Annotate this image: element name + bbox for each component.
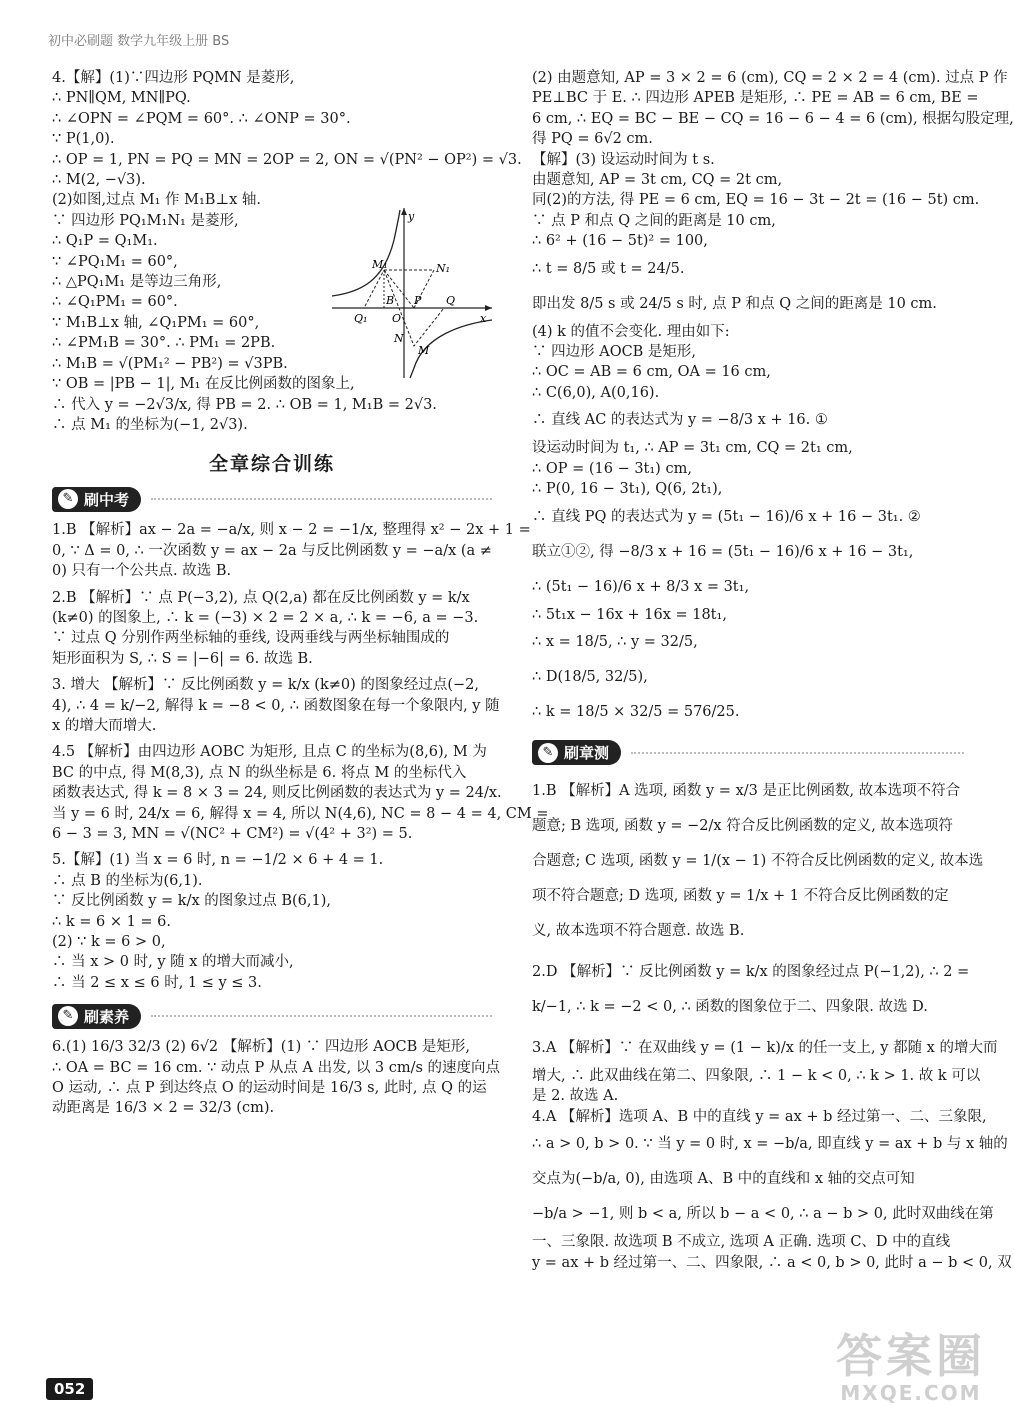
text-line: ∴ 直线 PQ 的表达式为 y = (5t₁ − 16)/6 x + 16 − 3t₁. ② bbox=[532, 508, 921, 525]
text-line: ∴ OP = (16 − 3t₁) cm, bbox=[532, 460, 692, 477]
text-line: 6 cm, ∴ EQ = BC − BE − CQ = 16 − 6 − 4 = 6 (cm), 根据勾股定理, bbox=[532, 110, 1014, 127]
text-line: ∴ (5t₁ − 16)/6 x + 8/3 x = 3t₁, bbox=[532, 578, 750, 595]
label-b: B bbox=[386, 294, 395, 307]
text-line: 4), ∴ 4 = k/−2, 解得 k = −8 < 0, ∴ 函数图象在每一个象限内, y 随 bbox=[52, 697, 500, 714]
banner-label: 刷中考 bbox=[84, 490, 130, 509]
text-line: (2) ∵ k = 6 > 0, bbox=[52, 934, 166, 951]
text-line: ∵ 点 P 和点 Q 之间的距离是 10 cm, bbox=[532, 212, 776, 229]
rhombus-rotated bbox=[364, 270, 434, 308]
text-line: 义, 故本选项不符合题意. 故选 B. bbox=[532, 922, 745, 939]
pen-icon: ✎ bbox=[58, 1006, 78, 1026]
zhongkao-block bbox=[52, 520, 549, 993]
text-line: ∴ OC = AB = 6 cm, OA = 16 cm, bbox=[532, 364, 771, 381]
text-line: ∵ 过点 Q 分别作两坐标轴的垂线, 设两垂线与两坐标轴围成的 bbox=[52, 630, 450, 647]
text-line: 交点为(−b/a, 0), 由选项 A、B 中的直线和 x 轴的交点可知 bbox=[532, 1171, 915, 1188]
text-line: (2) 由题意知, AP = 3 × 2 = 6 (cm), CQ = 2 × 2 = 4 (cm). 过点 P 作 bbox=[532, 70, 1008, 86]
text-line: y = ax + b 经过第一、二、四象限, ∴ a < 0, b > 0, 此时 a − b < 0, 双 bbox=[532, 1254, 1012, 1271]
label-m: M bbox=[418, 344, 430, 357]
text-line: 1.B 【解析】A 选项, 函数 y = x/3 是正比例函数, 故本选项不符合 bbox=[532, 782, 961, 799]
text-line: 1.B 【解析】ax − 2a = −a/x, 则 x − 2 = −1/x, 整理得 x² − 2x + 1 = bbox=[52, 522, 531, 539]
left-column bbox=[52, 68, 549, 1119]
label-n: N bbox=[394, 332, 404, 345]
text-line: 项不符合题意; D 选项, 函数 y = 1/x + 1 不符合反比例函数的定 bbox=[532, 887, 949, 904]
text-line: ∴ 当 2 ≤ x ≤ 6 时, 1 ≤ y ≤ 3. bbox=[52, 974, 262, 991]
label-m1: M₁ bbox=[372, 258, 388, 271]
banner-pill bbox=[52, 487, 141, 512]
text-line: PE⊥BC 于 E. ∴ 四边形 APEB 是矩形, ∴ PE = AB = 6 cm, BE = bbox=[532, 90, 979, 107]
text-line: ∵ 四边形 PQ₁M₁N₁ 是菱形, bbox=[52, 212, 239, 229]
label-p: P bbox=[414, 294, 422, 307]
text-line: BC 的中点, 得 M(8,3), 点 N 的纵坐标是 6. 将点 M 的坐标代入 bbox=[52, 764, 467, 781]
text-line: 即出发 8/5 s 或 24/5 s 时, 点 P 和点 Q 之间的距离是 10 cm. bbox=[532, 295, 937, 312]
text-line: 6.(1) 16/3 32/3 (2) 6√2 【解析】(1) ∵ 四边形 AOCB 是矩形, bbox=[52, 1039, 470, 1056]
text-line: ∵ OB = |PB − 1|, M₁ 在反比例函数的图象上, bbox=[52, 376, 355, 393]
text-line: 设运动时间为 t₁, ∴ AP = 3t₁ cm, CQ = 2t₁ cm, bbox=[532, 440, 853, 457]
text-line: 一、三象限. 故选项 B 不成立, 选项 A 正确. 选项 C、D 中的直线 bbox=[532, 1234, 951, 1251]
hyperbola-figure bbox=[332, 208, 492, 378]
text-line: 由题意知, AP = 3t cm, CQ = 2t cm, bbox=[532, 172, 783, 189]
text-line: ∴ 点 M₁ 的坐标为(−1, 2√3). bbox=[52, 416, 248, 433]
text-line: ∴ ∠PM₁B = 30°. ∴ PM₁ = 2PB. bbox=[52, 335, 276, 352]
y-axis-arrow bbox=[401, 208, 407, 215]
text-line: ∴ k = 6 × 1 = 6. bbox=[52, 913, 172, 930]
text-line: ∵ 反比例函数 y = k/x 的图象过点 B(6,1), bbox=[52, 893, 331, 910]
text-line: 2.B 【解析】∵ 点 P(−3,2), 点 Q(2,a) 都在反比例函数 y = k/x bbox=[52, 589, 470, 606]
text-line: ∴ D(18/5, 32/5), bbox=[532, 668, 648, 685]
hyperbola-branch-upper-left bbox=[332, 210, 400, 296]
x-axis-arrow bbox=[485, 305, 492, 311]
text-line: ∴ ∠OPN = ∠PQM = 60°. ∴ ∠ONP = 30°. bbox=[52, 110, 351, 127]
text-line: 0) 只有一个公共点. 故选 B. bbox=[52, 563, 232, 580]
text-line: ∴ ∠Q₁PM₁ = 60°. bbox=[52, 294, 178, 311]
text-line: 2.D 【解析】∵ 反比例函数 y = k/x 的图象经过点 P(−1,2), ∴ 2 = bbox=[532, 963, 970, 980]
text-line: ∴ 6² + (16 − 5t)² = 100, bbox=[532, 233, 708, 250]
text-line: ∴ t = 8/5 或 t = 24/5. bbox=[532, 260, 685, 277]
text-line: 联立①②, 得 −8/3 x + 16 = (5t₁ − 16)/6 x + 16 − 3t₁, bbox=[532, 543, 914, 560]
text-line: ∴ OP = 1, PN = PQ = MN = 2OP = 2, ON = √(PN² − OP²) = √3. bbox=[52, 151, 522, 168]
text-line: 5.【解】(1) 当 x = 6 时, n = −1/2 × 6 + 4 = 1. bbox=[52, 852, 384, 869]
text-line: 合题意; C 选项, 函数 y = 1/(x − 1) 不符合反比例函数的定义, 故本选 bbox=[532, 852, 984, 869]
text-line: 6 − 3 = 3, MN = √(NC² + CM²) = √(4² + 3²) = 5. bbox=[52, 826, 413, 842]
text-line: 函数表达式, 得 k = 8 × 3 = 24, 则反比例函数的表达式为 y = 24/x. bbox=[52, 785, 502, 802]
text-line: ∵ 四边形 AOCB 是矩形, bbox=[532, 344, 697, 361]
text-line: 动距离是 16/3 × 2 = 32/3 (cm). bbox=[52, 1100, 275, 1117]
label-o: O bbox=[392, 312, 402, 325]
text-line: (4) k 的值不会变化. 理由如下: bbox=[532, 323, 730, 340]
q6-continued-block bbox=[532, 68, 1014, 730]
label-y: y bbox=[408, 210, 415, 223]
text-line: 是 2. 故选 A. bbox=[532, 1088, 619, 1105]
text-line: ∵ M₁B⊥x 轴, ∠Q₁PM₁ = 60°, bbox=[52, 314, 260, 331]
text-line: ∴ OA = BC = 16 cm. ∵ 动点 P 从点 A 出发, 以 3 cm/s 的速度向点 bbox=[52, 1059, 501, 1076]
site-watermark bbox=[836, 1331, 986, 1405]
text-line: 【解】(3) 设运动时间为 t s. bbox=[532, 151, 715, 168]
text-line: ∴ x = 18/5, ∴ y = 32/5, bbox=[532, 633, 698, 650]
suyang-block bbox=[52, 1037, 501, 1119]
text-line: 同(2)的方法, 得 PE = 6 cm, EQ = 16 − 3t − 2t = (16 − 5t) cm. bbox=[532, 192, 980, 209]
text-line: 矩形面积为 S, ∴ S = |−6| = 6. 故选 B. bbox=[52, 650, 313, 667]
text-line: ∴ 当 x > 0 时, y 随 x 的增大而减小, bbox=[52, 954, 294, 971]
text-line: ∴ 代入 y = −2√3/x, 得 PB = 2. ∴ OB = 1, M₁B = 2√3. bbox=[52, 396, 437, 413]
text-line: 增大, ∴ 此双曲线在第二、四象限, ∴ 1 − k < 0, ∴ k > 1. 故 k 可以 bbox=[532, 1067, 981, 1084]
watermark-logo-text: 答案圈 bbox=[836, 1329, 986, 1383]
text-line: 当 y = 6 时, 24/x = 6, 解得 x = 4, 所以 N(4,6), NC = 8 − 4 = 4, CM = bbox=[52, 805, 549, 822]
section-title: 全章综合训练 bbox=[208, 453, 335, 476]
text-line: −b/a > −1, 则 b < a, 所以 b − a < 0, ∴ a − b > 0, 此时双曲线在第 bbox=[532, 1206, 994, 1223]
banner-suyang bbox=[52, 1001, 492, 1031]
text-line: 3. 增大 【解析】∵ 反比例函数 y = k/x (k≠0) 的图象经过点(−2, bbox=[52, 677, 480, 694]
text-line: ∴ M(2, −√3). bbox=[52, 172, 146, 189]
dotted-divider bbox=[151, 1015, 492, 1017]
right-column bbox=[532, 68, 1014, 1273]
label-x: x bbox=[480, 312, 487, 325]
text-line: 得 PQ = 6√2 cm. bbox=[532, 131, 653, 148]
banner-zhongkao bbox=[52, 484, 492, 514]
dotted-divider bbox=[151, 498, 492, 500]
text-line: O 运动, ∴ 点 P 到达终点 O 的运动时间是 16/3 s, 此时, 点 Q 的运 bbox=[52, 1080, 487, 1097]
label-q: Q bbox=[446, 294, 456, 307]
text-line: ∵ ∠PQ₁M₁ = 60°, bbox=[52, 253, 178, 270]
banner-pill bbox=[52, 1004, 141, 1029]
watermark-url: MXQE.COM bbox=[840, 1381, 982, 1405]
text-line: ∴ k = 18/5 × 32/5 = 576/25. bbox=[532, 703, 740, 720]
text-line: ∴ 直线 AC 的表达式为 y = −8/3 x + 16. ① bbox=[532, 412, 828, 429]
text-line: 3.A 【解析】∵ 在双曲线 y = (1 − k)/x 的任一支上, y 都随 x 的增大而 bbox=[532, 1039, 998, 1056]
banner-pill bbox=[532, 740, 621, 765]
text-line: ∴ M₁B = √(PM₁² − PB²) = √3PB. bbox=[52, 355, 288, 372]
text-line: (k≠0) 的图象上, ∴ k = (−3) × 2 = 2 × a, ∴ k = −6, a = −3. bbox=[52, 609, 479, 626]
text-line: ∴ a > 0, b > 0. ∵ 当 y = 0 时, x = −b/a, 即直线 y = ax + b 与 x 轴的 bbox=[532, 1136, 1008, 1153]
text-line: ∴ 点 B 的坐标为(6,1). bbox=[52, 872, 203, 889]
label-n1: N₁ bbox=[436, 262, 451, 275]
text-line: (2)如图,过点 M₁ 作 M₁B⊥x 轴. bbox=[52, 192, 261, 209]
text-line: 题意; B 选项, 函数 y = −2/x 符合反比例函数的定义, 故本选项符 bbox=[532, 817, 953, 834]
text-line: 0, ∵ Δ = 0, ∴ 一次函数 y = ax − 2a 与反比例函数 y = −a/x (a ≠ bbox=[52, 542, 492, 559]
text-line: ∴ P(0, 16 − 3t₁), Q(6, 2t₁), bbox=[532, 481, 723, 498]
text-line: k/−1, ∴ k = −2 < 0, ∴ 函数的图象位于二、四象限. 故选 D. bbox=[532, 998, 928, 1015]
pen-icon: ✎ bbox=[58, 489, 78, 509]
dotted-divider bbox=[631, 752, 964, 754]
text-line: ∵ P(1,0). bbox=[52, 131, 115, 148]
page-number: 052 bbox=[46, 1378, 93, 1400]
banner-zhangce bbox=[532, 738, 964, 768]
text-line: ∴ PN∥QM, MN∥PQ. bbox=[52, 90, 191, 107]
banner-label: 刷素养 bbox=[84, 1007, 130, 1026]
text-line: ∴ 5t₁x − 16x + 16x = 18t₁, bbox=[532, 606, 727, 623]
text-line: 4.【解】(1)∵四边形 PQMN 是菱形, bbox=[52, 70, 295, 86]
banner-label: 刷章测 bbox=[564, 744, 610, 763]
text-line: 4.A 【解析】选项 A、B 中的直线 y = ax + b 经过第一、二、三象限, bbox=[532, 1108, 987, 1125]
text-line: x 的增大而增大. bbox=[52, 717, 157, 734]
zhangce-block bbox=[532, 774, 1012, 1273]
label-q1: Q₁ bbox=[354, 312, 368, 325]
text-line: ∴ Q₁P = Q₁M₁. bbox=[52, 233, 158, 250]
text-line: 4.5 【解析】由四边形 AOBC 为矩形, 且点 C 的坐标为(8,6), M 为 bbox=[52, 744, 487, 761]
text-line: ∴ C(6,0), A(0,16). bbox=[532, 384, 660, 401]
running-header: 初中必刷题 数学九年级上册 BS bbox=[48, 34, 230, 49]
pen-icon: ✎ bbox=[538, 743, 558, 763]
text-line: ∴ △PQ₁M₁ 是等边三角形, bbox=[52, 274, 222, 291]
